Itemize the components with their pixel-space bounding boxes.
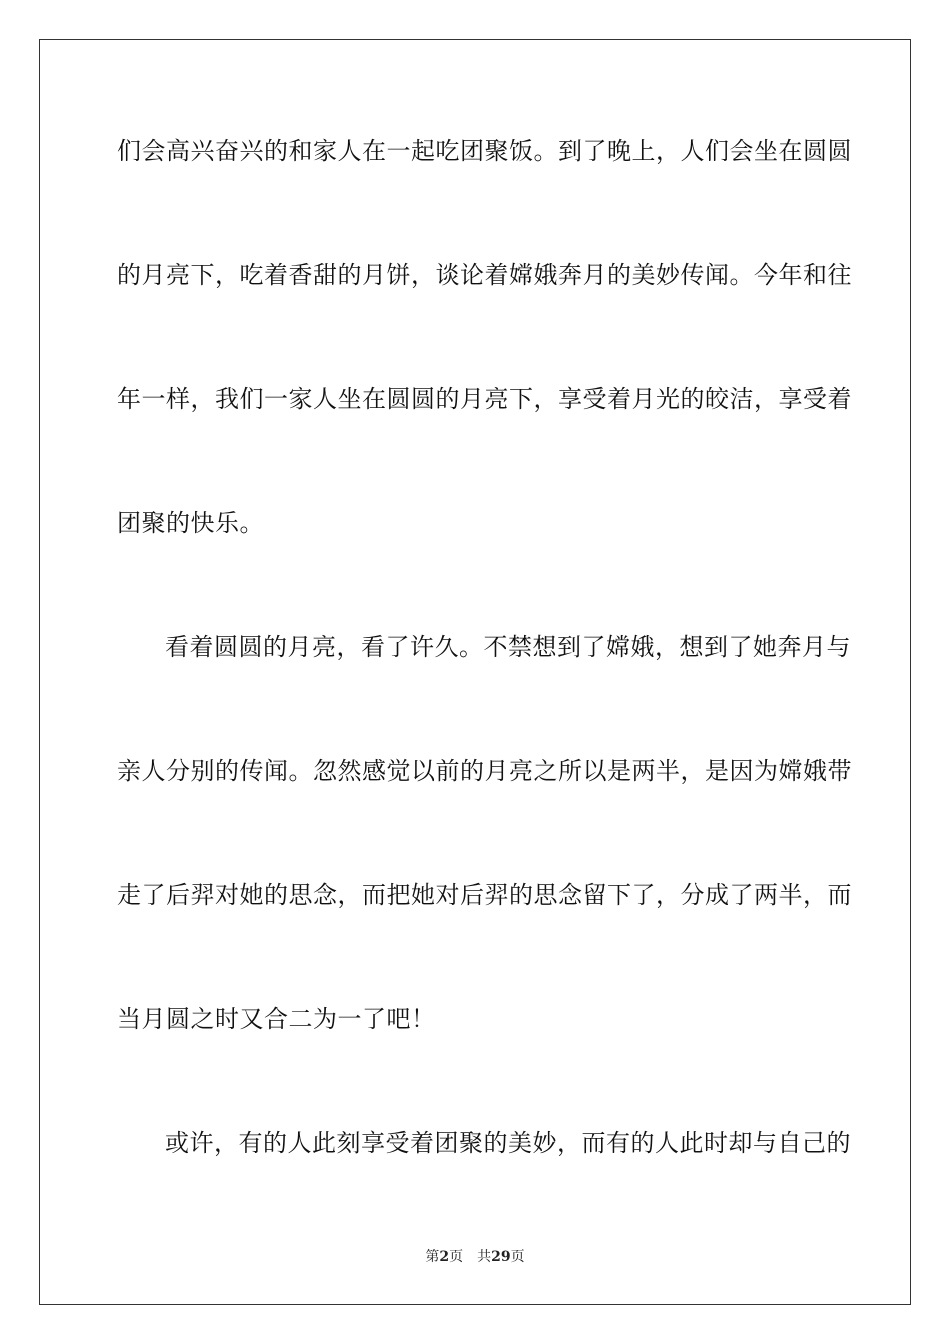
paragraph-start-line: 或许，有的人此刻享受着团聚的美妙，而有的人此时却与自己的 [165, 1129, 851, 1157]
page-border [39, 39, 911, 1305]
page-prefix: 第 [425, 1249, 440, 1265]
total-pages: 29 [491, 1249, 511, 1265]
text-line: 年一样，我们一家人坐在圆圆的月亮下，享受着月光的皎洁，享受着 [117, 385, 852, 413]
text-line: 当月圆之时又合二为一了吧！ [117, 1005, 436, 1033]
page-number: 2 [439, 1249, 450, 1265]
page-footer [0, 1247, 950, 1267]
text-line: 亲人分别的传闻。忽然感觉以前的月亮之所以是两半，是因为嫦娥带 [117, 757, 852, 785]
total-suffix: 页 [510, 1249, 525, 1265]
page-suffix: 页 [449, 1249, 464, 1265]
text-line: 的月亮下，吃着香甜的月饼，谈论着嫦娥奔月的美妙传闻。今年和往 [117, 261, 852, 289]
text-line: 们会高兴奋兴的和家人在一起吃团聚饭。到了晚上，人们会坐在圆圆 [117, 137, 852, 165]
text-line: 团聚的快乐。 [117, 509, 264, 537]
text-line: 走了后羿对她的思念，而把她对后羿的思念留下了，分成了两半，而 [117, 881, 852, 909]
total-prefix: 共 [477, 1249, 492, 1265]
paragraph-start-line: 看着圆圆的月亮，看了许久。不禁想到了嫦娥，想到了她奔月与 [165, 633, 851, 661]
